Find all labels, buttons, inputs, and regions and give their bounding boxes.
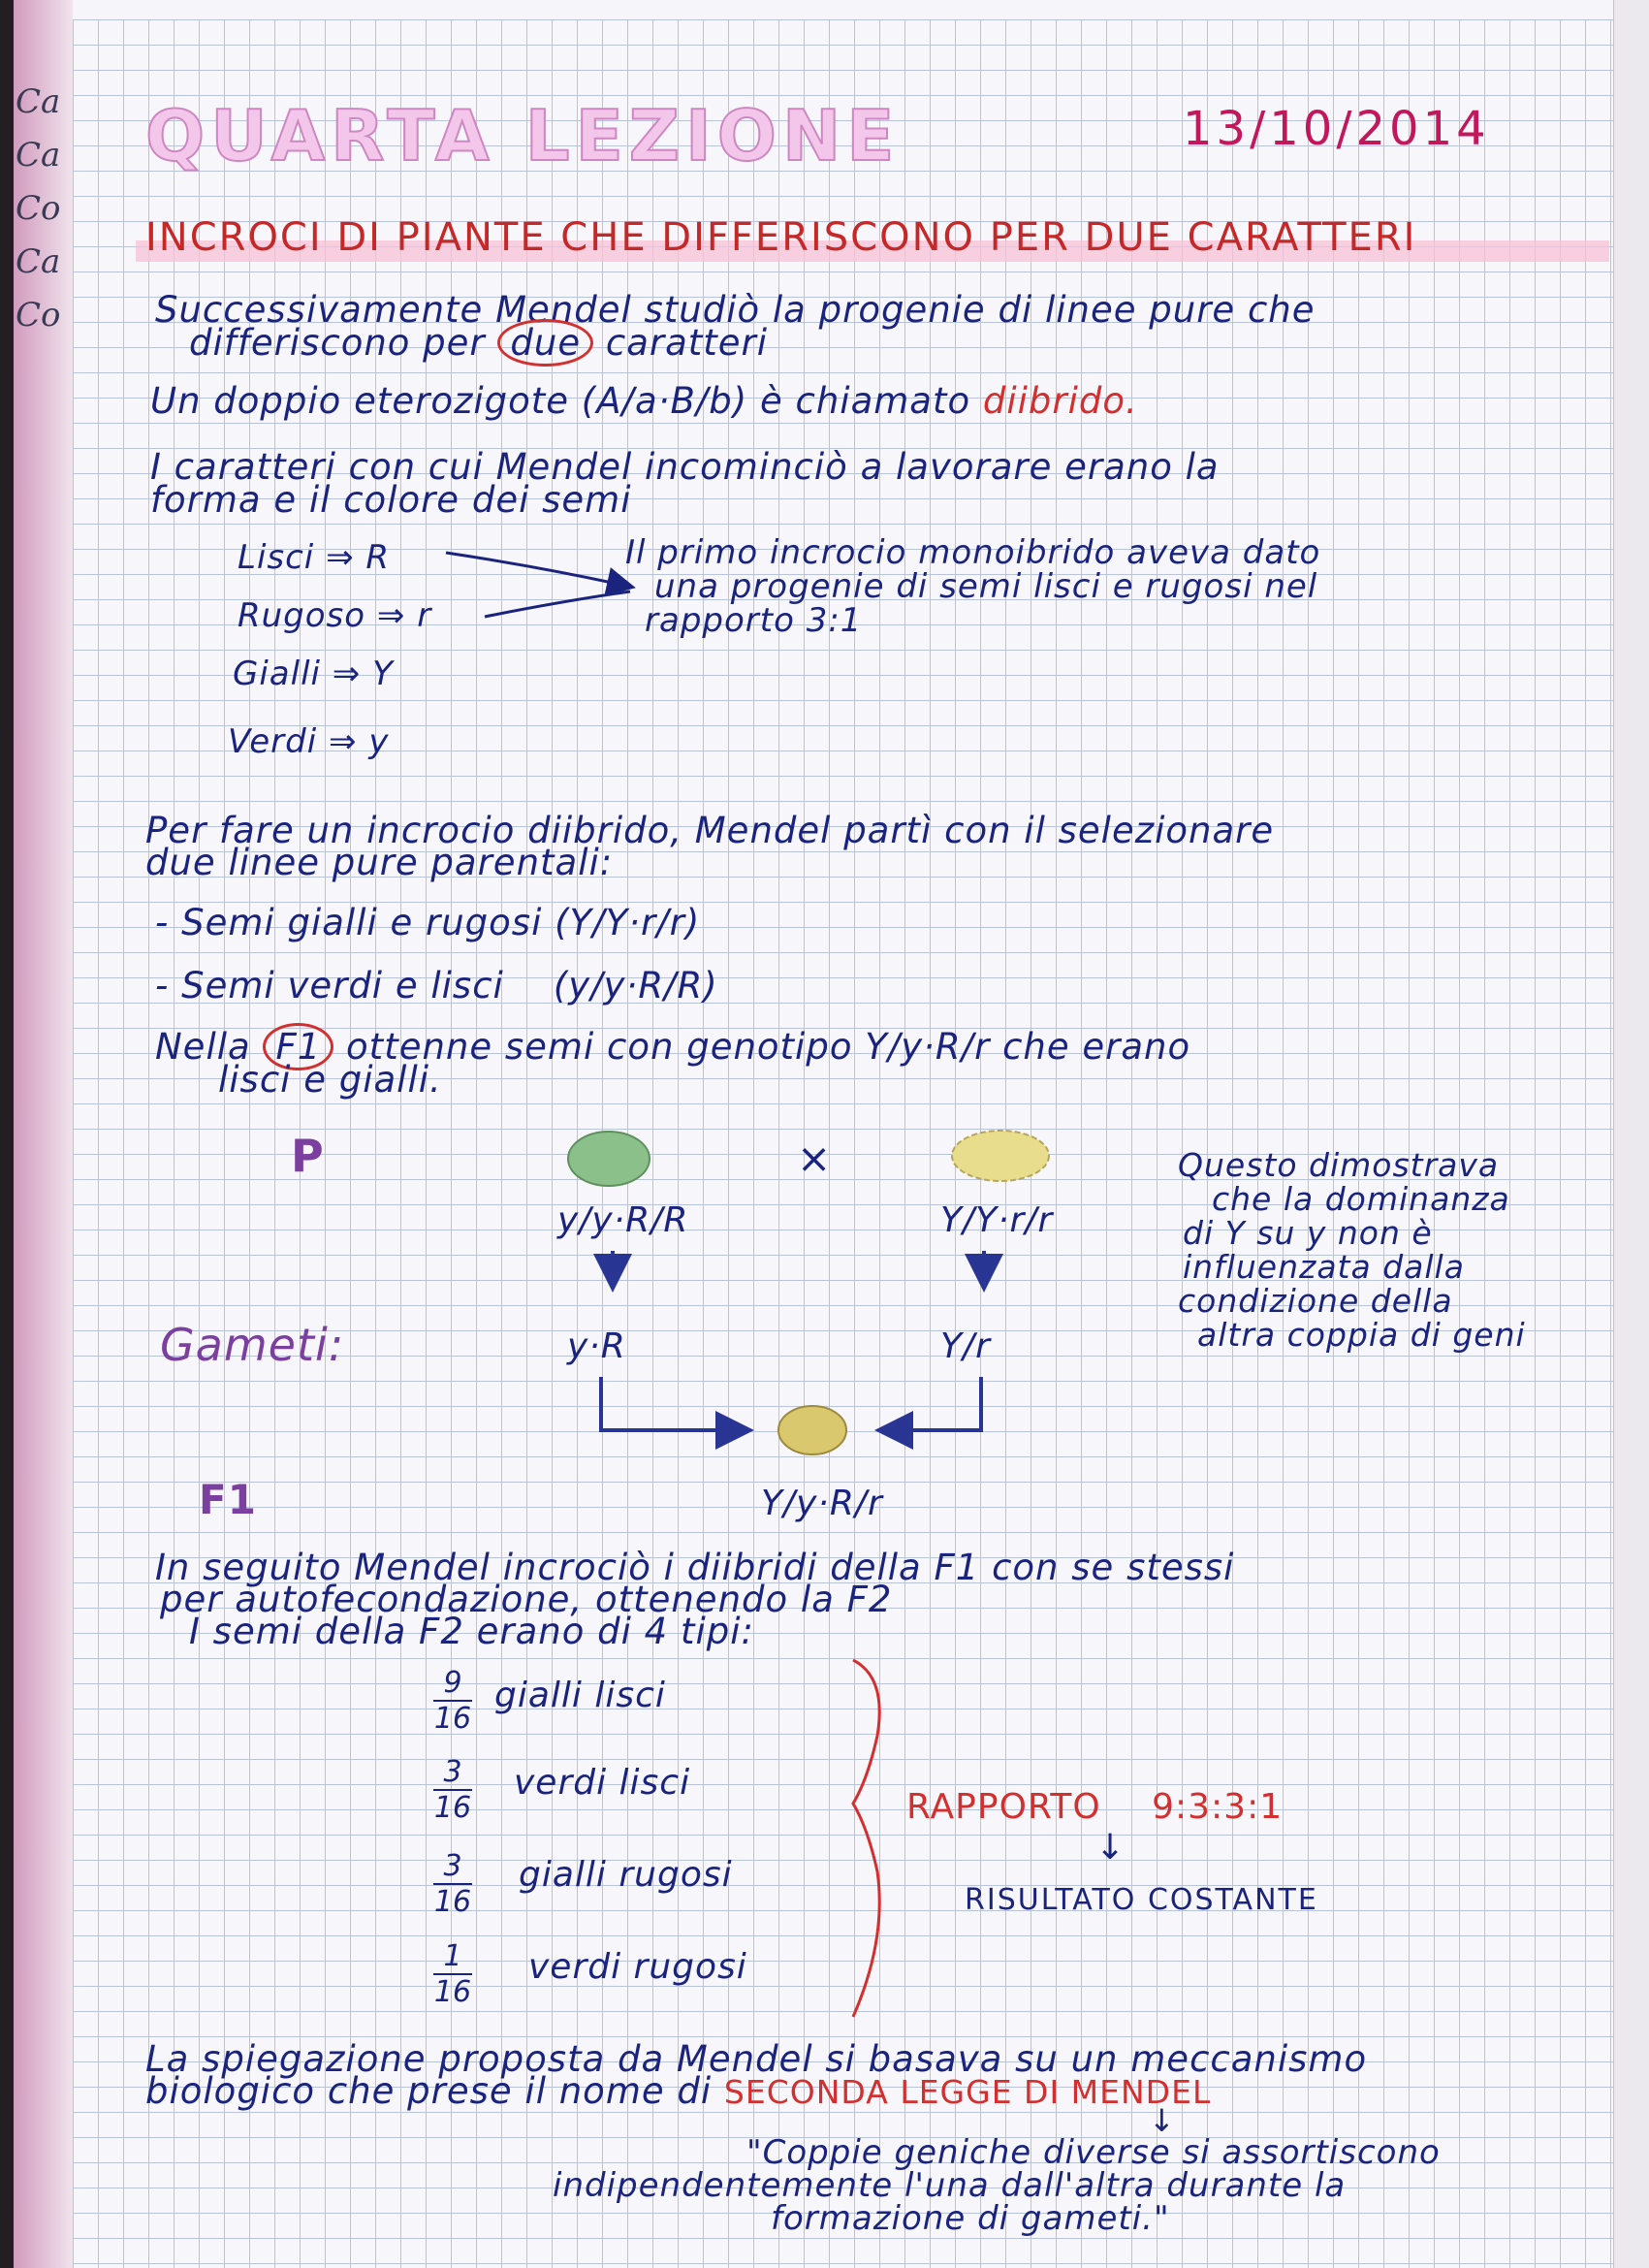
f2-brace [853,1660,879,2017]
arrow-symbol: ⇒ [326,538,355,577]
dominance-note-line: condizione della [1178,1282,1453,1320]
f1-result-line-2: lisci e gialli. [218,1059,442,1101]
ratio-word: RAPPORTO [906,1787,1101,1827]
f2-intro-line: I semi della F2 erano di 4 tipi: [189,1611,754,1652]
gamete-arrow [882,1377,981,1430]
law-quote-line: "Coppie geniche diverse si assortiscono [746,2133,1441,2172]
margin-tab: Ca [16,136,61,175]
margin-tab: Co [16,296,61,335]
f1-text: Nella [155,1026,251,1068]
intro-line-1: Successivamente Mendel studiò la progenie di linee pure che [155,289,1316,331]
numerator: 1 [433,1939,472,1975]
dominance-note-line: Questo dimostrava [1178,1146,1500,1184]
margin-tab: Ca [16,82,61,121]
circled-f1: F1 [263,1023,333,1070]
green-seed-icon [568,1132,650,1186]
allele-symbol: r [417,596,432,635]
gamete-right: Y/r [940,1326,991,1366]
intro-text: caratteri [605,322,769,364]
allele-arrow [446,553,630,587]
allele-label: Verdi [228,722,318,761]
monoibrido-note-line: rapporto 3:1 [645,601,863,640]
allele-label: Lisci [238,538,315,577]
allele-symbol: Y [372,655,394,693]
gamete-arrow [601,1377,746,1430]
f2-type-label: gialli rugosi [519,1855,733,1895]
numerator: 9 [433,1666,472,1702]
definition-term: diibrido. [982,380,1138,422]
law-quote-line: formazione di gameti." [771,2199,1170,2238]
law-name: SECONDA LEGGE DI MENDEL [723,2073,1212,2111]
monoibrido-note-line: Il primo incrocio monoibrido aveva dato [625,533,1321,572]
cross-line-1: Per fare un incrocio diibrido, Mendel partì con il selezionare [145,810,1275,851]
law-quote-line: indipendentemente l'una dall'altra durante la [553,2166,1347,2205]
allele-symbol: R [365,538,390,577]
f2-intro-line: per autofecondazione, ottenendo la F2 [160,1579,893,1620]
circled-word: due [497,319,593,367]
monoibrido-note-line: una progenie di semi lisci e rugosi nel [654,567,1318,606]
section-subtitle: INCROCI DI PIANTE CHE DIFFERISCONO PER DUE CARATTERI [145,215,1417,260]
characters-line-1: I caratteri con cui Mendel incominciò a lavorare erano la [150,446,1220,488]
dominance-note-line: che la dominanza [1212,1180,1510,1218]
lesson-title: QUARTA LEZIONE [145,95,901,176]
characters-line-2: forma e il colore dei semi [150,479,632,521]
wrinkled-yellow-seed-icon [952,1131,1049,1181]
f2-type-label: verdi lisci [514,1763,691,1803]
ratio-result: RISULTATO COSTANTE [965,1883,1318,1917]
denominator: 16 [433,1791,472,1825]
parent-left-genotype: y/y·R/R [557,1200,689,1240]
parental-label: P [291,1130,325,1182]
f2-type-label: verdi rugosi [528,1947,747,1987]
parent-line: - Semi gialli e rugosi (Y/Y·r/r) [155,902,701,943]
numerator: 3 [433,1849,472,1885]
arrow-symbol: ⇒ [329,722,358,761]
denominator: 16 [433,1885,472,1919]
margin-tab: Co [16,189,61,228]
margin-tab: Ca [16,242,61,281]
allele-label: Rugoso [238,596,366,635]
f1-text: ottenne semi con genotipo Y/y·R/r che erano [346,1026,1191,1068]
gamete-left: y·R [567,1326,626,1366]
lesson-date: 13/10/2014 [1183,102,1490,156]
definition-text: Un doppio eterozigote (A/a·B/b) è chiamato [150,380,971,422]
parent-right-genotype: Y/Y·r/r [940,1200,1054,1240]
allele-arrow [485,591,630,617]
denominator: 16 [433,1702,472,1736]
f2-type-label: gialli lisci [494,1676,666,1715]
gameti-label: Gameti: [160,1319,345,1371]
dominance-note-line: altra coppia di geni [1197,1316,1526,1354]
f1-label: F1 [199,1476,257,1523]
denominator: 16 [433,1975,472,2009]
f1-genotype: Y/y·R/r [761,1484,883,1523]
cross-symbol: × [797,1134,833,1182]
down-arrow-icon: ↓ [1095,1828,1126,1868]
arrow-symbol: ⇒ [376,596,406,635]
conclusion-line: La spiegazione proposta da Mendel si basava su un meccanismo [145,2038,1368,2080]
cross-line-2: due linee pure parentali: [145,842,614,883]
allele-label: Gialli [233,655,321,693]
allele-symbol: y [368,722,390,761]
dominance-note-line: di Y su y non è [1183,1214,1433,1252]
dominance-note-line: influenzata dalla [1183,1248,1465,1286]
f1-seed-icon [778,1406,846,1454]
numerator: 3 [433,1755,472,1791]
parent-line: - Semi verdi e lisci (y/y·R/R) [155,965,718,1006]
arrow-symbol: ⇒ [332,655,362,693]
intro-text: differiscono per [189,322,486,364]
f2-intro-line: In seguito Mendel incrociò i diibridi della F1 con se stessi [155,1547,1235,1588]
ratio-value: 9:3:3:1 [1152,1787,1284,1827]
down-arrow-icon: ↓ [1149,2102,1176,2139]
conclusion-text: biologico che prese il nome di [145,2070,713,2112]
